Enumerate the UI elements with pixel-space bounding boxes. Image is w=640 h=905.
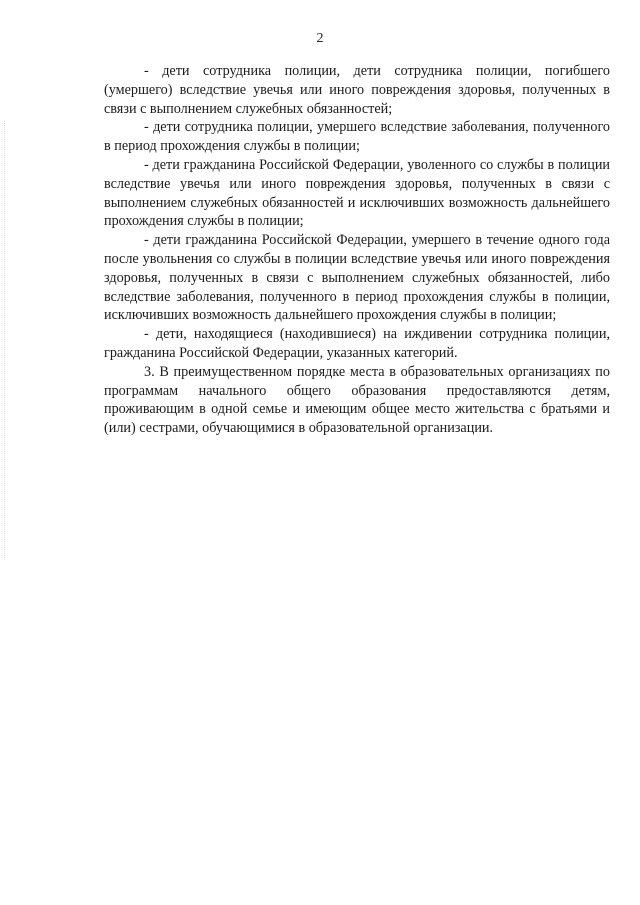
paragraph-police-illness: - дети сотрудника полиции, умершего вследствие заболевания, полученного в период прохождения службы в полиции; bbox=[104, 119, 610, 155]
scan-margin-marks bbox=[4, 120, 7, 560]
page-number: 2 bbox=[316, 31, 324, 46]
paragraph-deceased-citizen: - дети гражданина Российской Федерации, умершего в течение одного года после увольнения со службы в полиции вследствие увечья или иного повреждения здоровья, полученных в связи с выполнением служебных обязанностей, либо вследствие заболевания, полученного в период прохождения службы в полиции, исключивших возможность дальнейшего прохождения службы в полиции; bbox=[104, 232, 610, 324]
paragraph-dismissed-citizen: - дети гражданина Российской Федерации, уволенного со службы в полиции вследствие увечья или иного повреждения здоровья, полученных в связи с выполнением служебных обязанностей и исключивших возможность дальнейшего прохождения службы в полиции; bbox=[104, 156, 610, 230]
paragraph-dependents: - дети, находящиеся (находившиеся) на иждивении сотрудника полиции, гражданина Российской Федерации, указанных категорий. bbox=[104, 326, 610, 361]
paragraph-siblings-priority: 3. В преимущественном порядке места в образовательных организациях по программам начального общего образования предоставляются детям, проживающим в одной семье и имеющим общее место жительства с братьями и (или) сестрами, обучающимися в образовательной организации. bbox=[104, 363, 610, 437]
document-body bbox=[104, 62, 610, 438]
paragraph-police-children: - дети сотрудника полиции, дети сотрудника полиции, погибшего (умершего) вследствие увечья или иного повреждения здоровья, полученных в связи с выполнением служебных обязанностей; bbox=[104, 63, 610, 117]
